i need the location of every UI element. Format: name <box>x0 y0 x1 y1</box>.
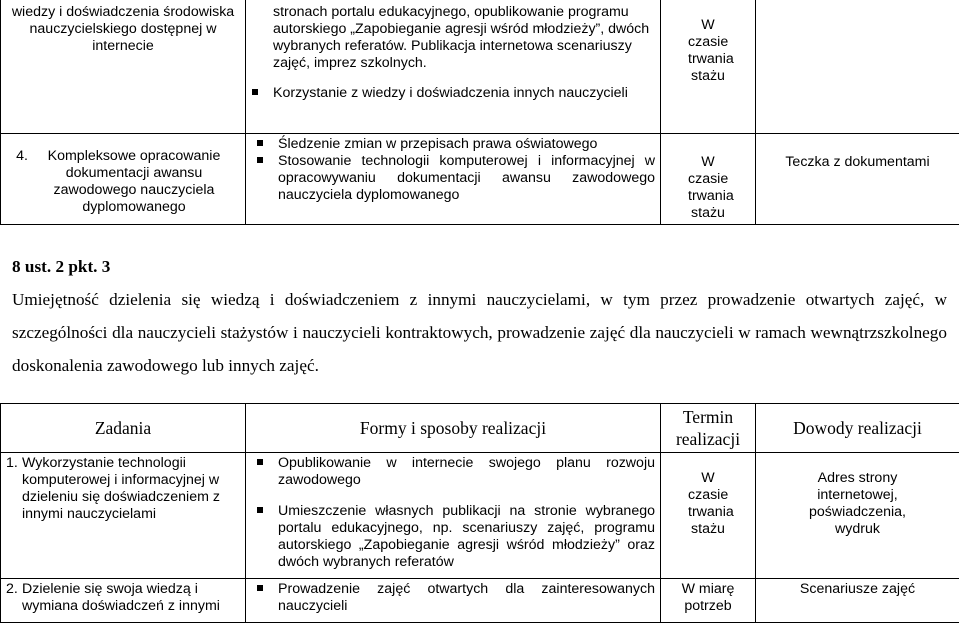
list-item: Umieszczenie własnych publikacji na stronie wybranego portalu edukacyjnego, np. scenariuszy zajęć, programu autorskiego „Zapobieganie agresji wśród młodzieży” oraz dwóch wybranych referatów <box>251 503 655 571</box>
list-item: Korzystanie z wiedzy i doświadczenia innych nauczycieli <box>246 85 655 102</box>
table-row <box>1 134 959 225</box>
task-text: wiedzy i doświadczenia środowiska nauczycielskiego dostępnej w internecie <box>12 4 234 54</box>
bullet-icon <box>252 89 258 95</box>
time-text: W miarę potrzeb <box>668 581 748 615</box>
list-item: Stosowanie technologii komputerowej i informacyjnej w opracowywaniu dokumentacji awansu zawodowego nauczyciela dyplomowanego <box>251 153 655 204</box>
bullet-icon <box>257 585 263 591</box>
forms-list <box>246 85 655 102</box>
time-cell <box>661 0 756 134</box>
evidence-cell <box>756 579 959 623</box>
time-text: W czasie trwania stażu <box>688 470 728 538</box>
list-item: Prowadzenie zajęć otwartych dla zainteresowanych nauczycieli <box>251 581 655 615</box>
forms-cell <box>246 134 661 225</box>
numbered-task <box>6 148 240 216</box>
column-header-forms: Formy i sposoby realizacji <box>246 404 661 453</box>
forms-list <box>251 136 655 204</box>
evidence-cell <box>756 134 959 225</box>
table-row <box>1 579 959 623</box>
evidence-text: Adres strony internetowej, poświadczenia, wydruk <box>798 470 918 538</box>
forms-list <box>251 581 655 615</box>
task-cell <box>1 0 246 134</box>
bullet-icon <box>257 459 263 465</box>
evidence-cell <box>756 0 959 134</box>
time-text: W czasie trwania stażu <box>688 154 728 222</box>
forms-cell <box>246 0 661 134</box>
task-text: Wykorzystanie technologii komputerowej i informacyjnej w dzieleniu się doświadczeniem z innymi nauczycielami <box>22 455 240 523</box>
forms-text: stronach portalu edukacyjnego, opublikowanie programu autorskiego „Zapobieganie agresji wśród młodzieży”, dwóch wybranych referatów. Publikacja internetowa scenariuszy zajęć, imprez szkolnych. <box>273 4 655 72</box>
forms-list <box>251 455 655 571</box>
plan-table-continued <box>0 0 959 225</box>
column-header-tasks: Zadania <box>1 404 246 453</box>
list-item: Opublikowanie w internecie swojego planu rozwoju zawodowego <box>251 455 655 489</box>
task-text: Dzielenie się swoja wiedzą i wymiana doświadczeń z innymi <box>22 581 240 615</box>
task-number: 4. <box>6 148 32 216</box>
task-cell <box>1 453 246 579</box>
table-row <box>1 453 959 579</box>
evidence-cell <box>756 453 959 579</box>
section-description: Umiejętność dzielenia się wiedzą i doświadczeniem z innymi nauczycielami, w tym przez prowadzenie otwartych zajęć, w szczególności dla nauczycieli stażystów i nauczycieli kontraktowych, prowadzenie zajęć dla nauczycieli w ramach wewnątrzszkolnego doskonalenia zawodowego lub innych zajęć. <box>12 283 947 382</box>
task-number: 1. <box>6 455 22 523</box>
forms-cell <box>246 453 661 579</box>
numbered-task <box>6 581 240 615</box>
evidence-text: Teczka z dokumentami <box>785 154 929 170</box>
bullet-icon <box>257 140 263 146</box>
requirement-section <box>12 250 947 382</box>
task-text: Kompleksowe opracowanie dokumentacji awansu zawodowego nauczyciela dyplomowanego <box>28 148 240 216</box>
table-header-row <box>1 404 959 453</box>
bullet-icon <box>257 157 263 163</box>
time-text: W czasie trwania stażu <box>688 17 728 85</box>
table-row <box>1 0 959 134</box>
task-number: 2. <box>6 581 22 615</box>
evidence-text: Scenariusze zajęć <box>800 581 915 597</box>
time-cell <box>661 134 756 225</box>
section-title: 8 ust. 2 pkt. 3 <box>12 250 947 283</box>
time-cell <box>661 453 756 579</box>
list-item: Śledzenie zmian w przepisach prawa oświatowego <box>251 136 655 153</box>
task-cell <box>1 579 246 623</box>
numbered-task <box>6 455 240 523</box>
column-header-time: Termin realizacji <box>661 404 756 453</box>
forms-cell <box>246 579 661 623</box>
time-cell <box>661 579 756 623</box>
bullet-icon <box>257 507 263 513</box>
task-cell <box>1 134 246 225</box>
plan-table <box>0 403 959 623</box>
column-header-evidence: Dowody realizacji <box>756 404 959 453</box>
